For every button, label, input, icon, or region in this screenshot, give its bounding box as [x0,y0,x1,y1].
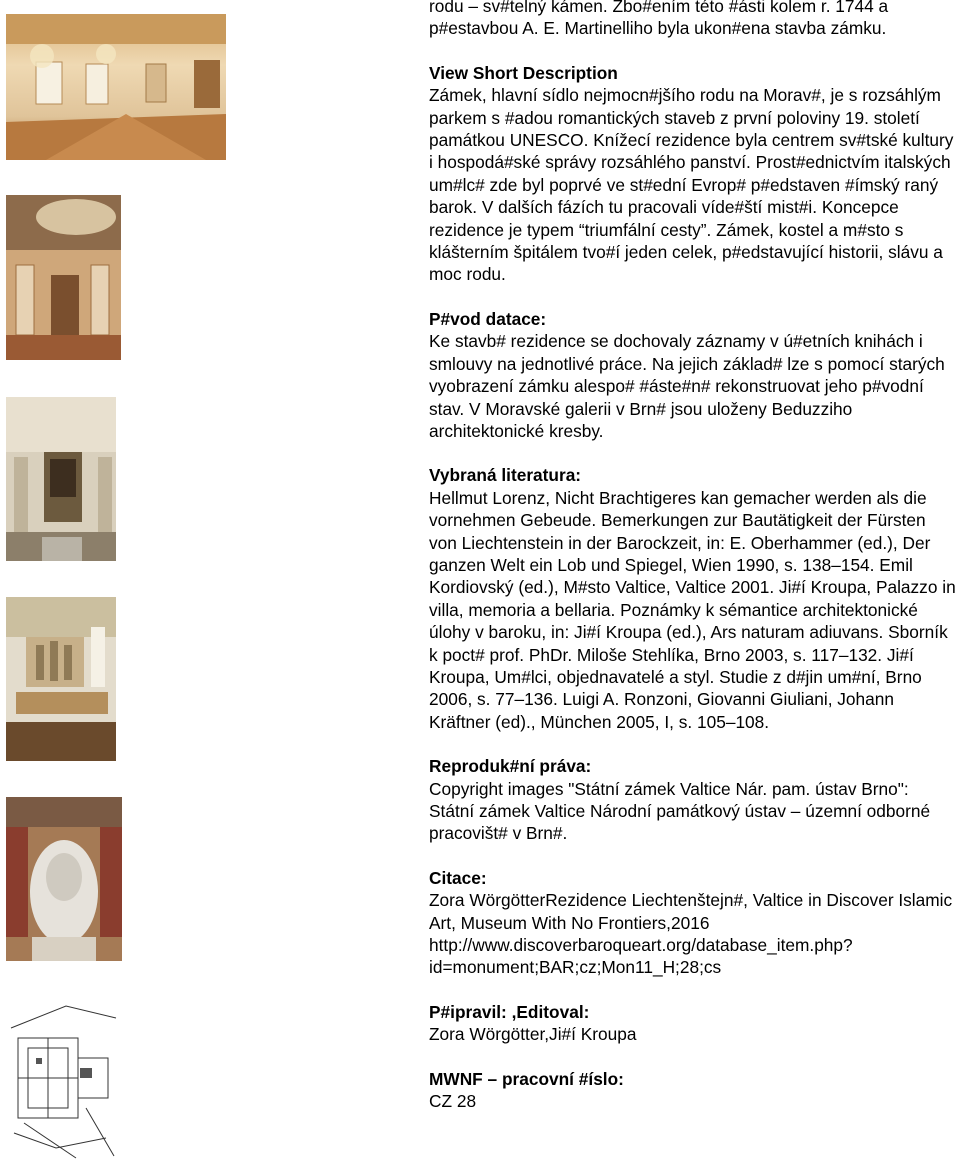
dating-origin-section [429,308,957,442]
working-number-section [429,1068,957,1113]
short-description-section [429,62,957,286]
editors-heading: P#ipravil: ,Editoval: [429,1001,590,1022]
sculpture-altar-photo[interactable] [6,797,122,961]
rights-text: Copyright images "Státní zámek Valtice Nár. pam. ústav Brno": Státní zámek Valtice Národní památkový ústav – územní odborné pracovišt# v Brn#. [429,778,931,844]
dating-origin-text: Ke stavb# rezidence se dochovaly záznamy v ú#etních knihách i smlouvy na jednotlivé práce. Na jejich základ# lze s pomocí starých vyobrazení zámku alespo# #áste#n# rekonstruovat jeho p#vodní stav. V Moravské galerii v Brn# jsou uloženy Beduzziho architektonické kresby. [429,331,945,441]
image-column [6,0,230,1162]
short-description-text: Zámek, hlavní sídlo nejmocn#jšího rodu na Morav#, je s rozsáhlým parkem s #adou romantických staveb z první poloviny 19. století památkou UNESCO. Knížecí rezidence byla centrem sv#tské kultury i hospodá#ské správy rozsáhlého panství. Prost#ednictvím italských um#lc# zde byl poprvé ve st#ední Evrop# p#edstaven #ímský raný barok. V dalších fázích tu pracovali víde#ští mist#i. Koncepce rezidence je typem “triumfální cesty”. Zámek, kostel a m#sto s klášterním špitálem tvo#í jeden celek, p#edstavující historii, slávu a moc rodu. [429,85,954,285]
literature-heading: Vybraná literatura: [429,465,582,486]
chapel-altar-photo[interactable] [6,397,116,561]
intro-paragraph: rodu – sv#telný kámen. Zbo#ením této #ásti kolem r. 1744 a p#estavbou A. E. Martinelliho byla ukon#ena stavba zámku. [429,0,889,39]
working-number-heading: MWNF – pracovní #íslo: [429,1068,624,1089]
citation-text: Zora WörgötterRezidence Liechtenštejn#, Valtice in Discover Islamic Art, Museum With No Frontiers,2016 [429,890,953,933]
dating-origin-heading: P#vod datace: [429,308,547,329]
working-number-text: CZ 28 [429,1091,477,1112]
chapel-organ-photo[interactable] [6,597,116,761]
rights-section [429,755,957,845]
citation-url[interactable]: http://www.discoverbaroqueart.org/database_item.php?id=monument;BAR;cz;Mon11_H;28;cs [429,935,853,978]
description-text [429,0,957,1112]
floor-plan-drawing[interactable] [6,998,122,1162]
ballroom-photo[interactable] [6,14,226,160]
rights-heading: Reproduk#ní práva: [429,756,592,777]
editors-section [429,1001,957,1046]
citation-heading: Citace: [429,867,487,888]
literature-section [429,464,957,733]
editors-text: Zora Wörgötter,Ji#í Kroupa [429,1024,637,1045]
literature-text: Hellmut Lorenz, Nicht Brachtigeres kan gemacher werden als die vornehmen Gebeude. Bemerkungen zur Bautätigkeit der Fürsten von Liechtenstein in der Barockzeit, in: E. Oberhammer (ed.), Der ganzen Welt ein Lob und Spiegel, Wien 1990, s. 138–154. Emil Kordiovský (ed.), M#sto Valtice, Valtice 2001. Ji#í Kroupa, Palazzo in villa, memoria a bellaria. Poznámky k sémantice architektonické úlohy v baroku, in: Ji#í Kroupa (ed.), Ars naturam adiuvans. Sborník k poct# prof. PhDr. Miloše Stehlíka, Brno 2003, s. 117–132. Ji#í Kroupa, Um#lci, objednavatelé a styl. Studie z d#jin um#ní, Brno 2006, s. 77–136. Luigi A. Ronzoni, Giovanni Giuliani, Johann Kräftner (ed)., München 2005, I, s. 105–108. [429,487,956,732]
citation-section [429,867,957,979]
salon-photo[interactable] [6,195,121,360]
short-description-heading: View Short Description [429,62,618,83]
